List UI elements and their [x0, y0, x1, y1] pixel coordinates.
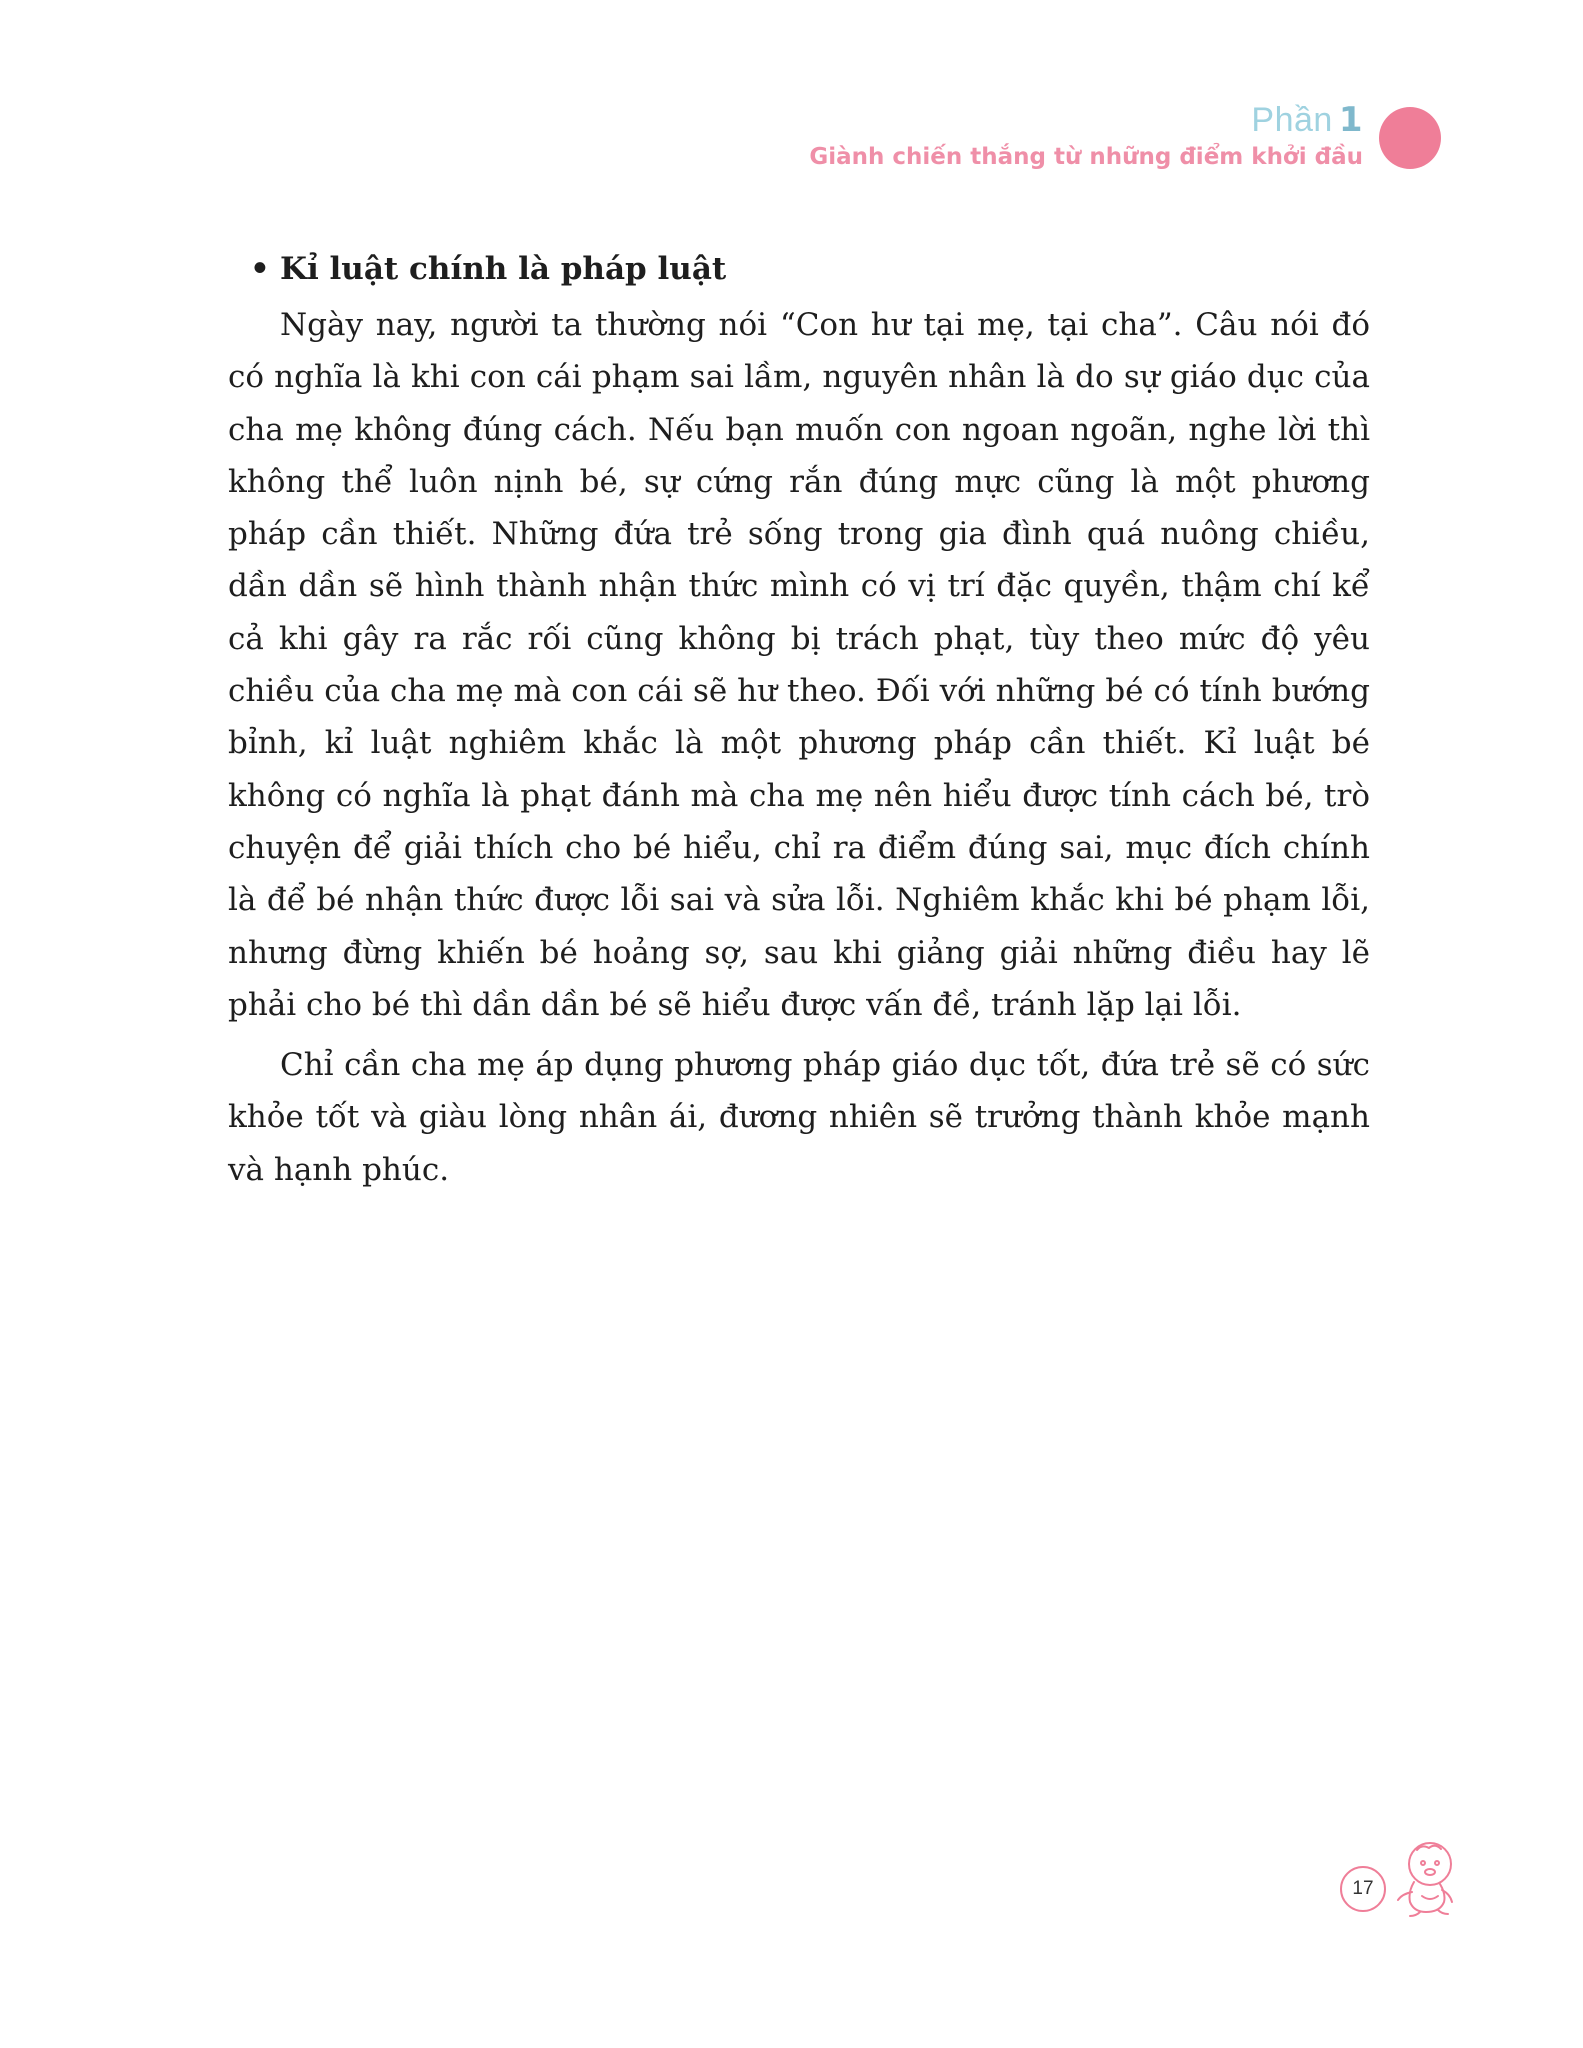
chapter-header: [809, 100, 1363, 172]
part-label-line: [809, 100, 1363, 140]
body-paragraph: Chỉ cần cha mẹ áp dụng phương pháp giáo dục tốt, đứa trẻ sẽ có sức khỏe tốt và giàu lòng nhân ái, đương nhiên sẽ trưởng thành khỏe mạnh và hạnh phúc.: [228, 1047, 1370, 1188]
part-label: Phần: [1251, 101, 1333, 139]
page-number-badge: [1340, 1866, 1386, 1912]
page-body: [228, 247, 1370, 1204]
chapter-subtitle: Giành chiến thắng từ những điểm khởi đầu: [809, 144, 1363, 170]
section-heading: [250, 247, 1370, 291]
body-paragraph: Ngày nay, người ta thường nói “Con hư tại mẹ, tại cha”. Câu nói đó có nghĩa là khi con cái phạm sai lầm, nguyên nhân là do sự giáo dục của cha mẹ không đúng cách. Nếu bạn muốn con ngoan ngoãn, nghe lời thì không thể luôn nịnh bé, sự cứng rắn đúng mực cũng là một phương pháp cần thiết. Những đứa trẻ sống trong gia đình quá nuông chiều, dần dần sẽ hình thành nhận thức mình có vị trí đặc quyền, thậm chí kể cả khi gây ra rắc rối cũng không bị trách phạt, tùy theo mức độ yêu chiều của cha mẹ mà con cái sẽ hư theo. Đối với những bé có tính bướng bỉnh, kỉ luật nghiêm khắc là một phương pháp cần thiết. Kỉ luật bé không có nghĩa là phạt đánh mà cha mẹ nên hiểu được tính cách bé, trò chuyện để giải thích cho bé hiểu, chỉ ra điểm đúng sai, mục đích chính là để bé nhận thức được lỗi sai và sửa lỗi. Nghiêm khắc khi bé phạm lỗi, nhưng đừng khiến bé hoảng sợ, sau khi giảng giải những điều hay lẽ phải cho bé thì dần dần bé sẽ hiểu được vấn đề, tránh lặp lại lỗi.: [228, 307, 1370, 1023]
decorative-circle: [1379, 107, 1441, 169]
page-number: 17: [1352, 1878, 1374, 1899]
bullet-icon: •: [250, 251, 270, 287]
section-heading-text: Kỉ luật chính là pháp luật: [280, 251, 727, 287]
part-number: 1: [1338, 100, 1363, 140]
baby-mascot-icon: [1384, 1838, 1464, 1920]
